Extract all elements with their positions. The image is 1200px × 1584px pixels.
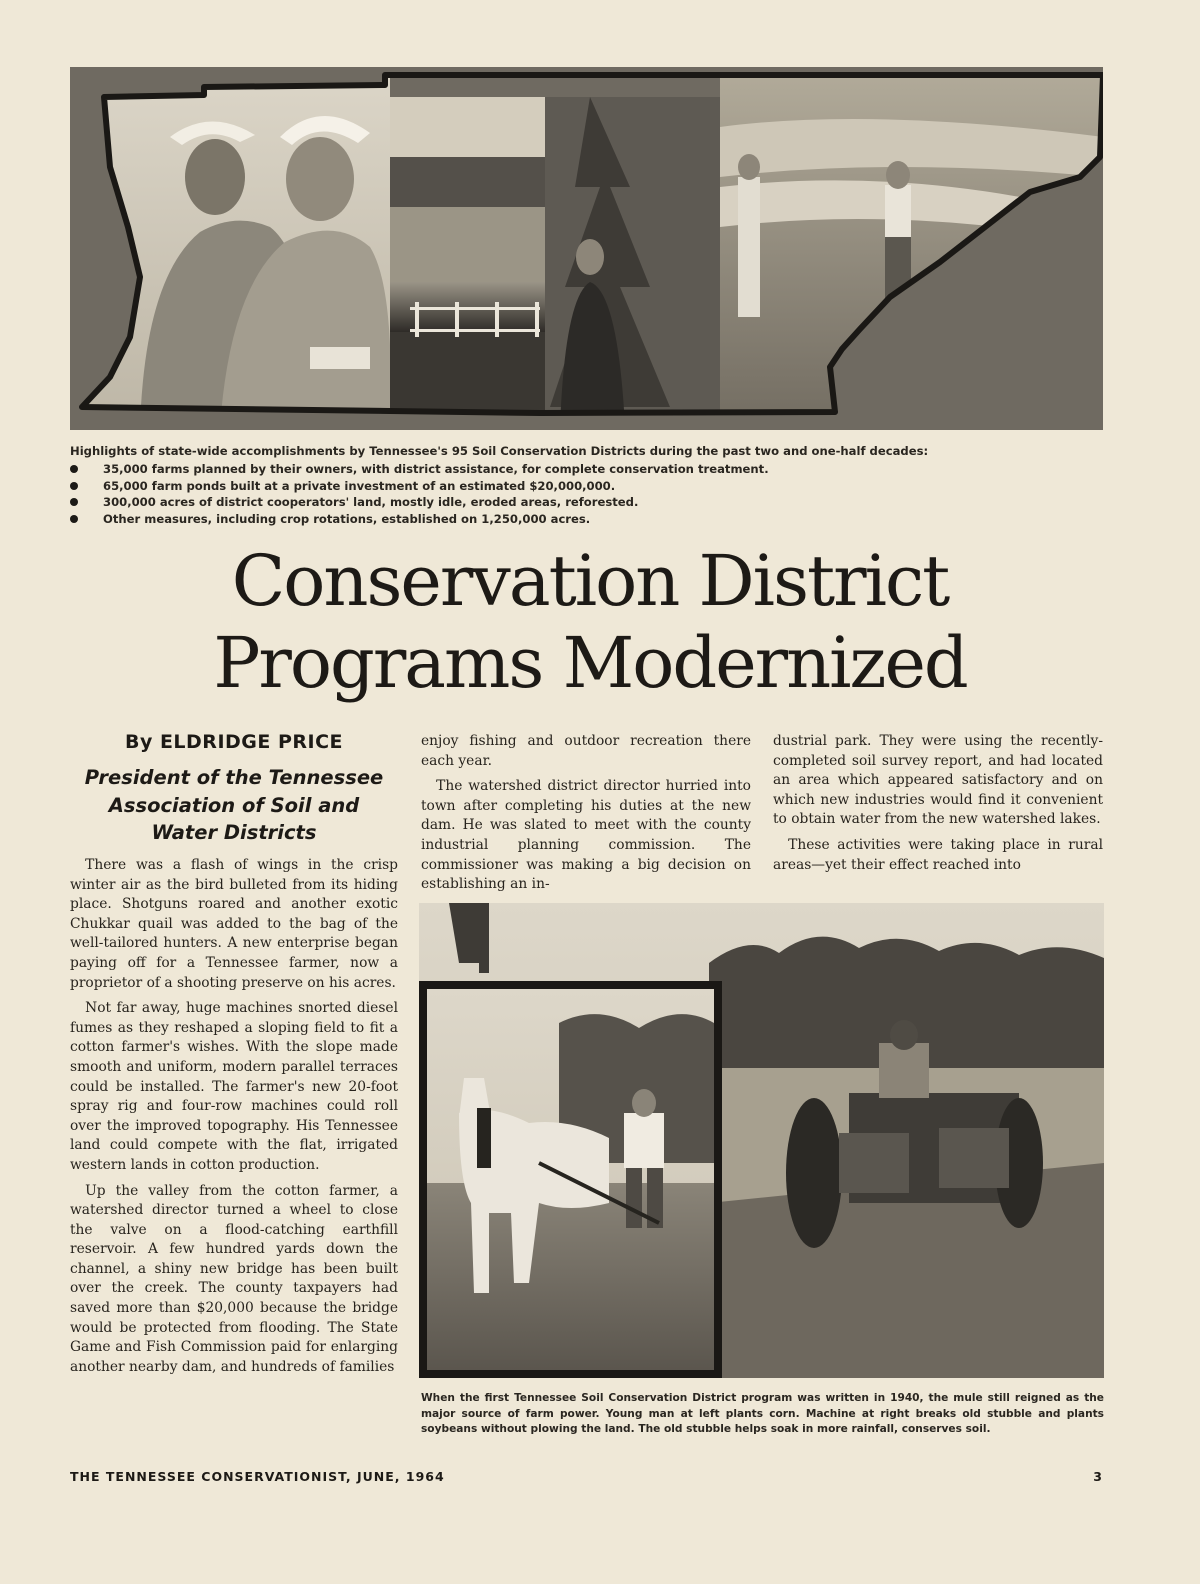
paragraph: Up the valley from the cotton farmer, a watershed director turned a wheel to close the valve on a flood-catching earthfill reservoir. A few hundred yards down the channel, a shiny new bridge has been built over the creek. The county taxpayers had saved more than $20,000 because the bridge would be protected from flooding. The State Game and Fish Commission paid for enlarging another nearby dam, and hundreds of families <box>70 1182 398 1375</box>
headline-line-1: Conservation District <box>231 540 949 622</box>
bullet-icon <box>70 515 78 523</box>
highlight-item: 65,000 farm ponds built at a private investment of an estimated $20,000,000. <box>70 478 1110 494</box>
byline: By ELDRIDGE PRICE <box>124 731 344 753</box>
highlights-title: Highlights of state-wide accomplishments by Tennessee's 95 Soil Conservation Districts during the past two and one-half decades: <box>70 444 929 458</box>
paragraph: These activities were taking place in rural areas—yet their effect reached into <box>773 836 1103 873</box>
bullet-icon <box>70 482 78 490</box>
paragraph: enjoy fishing and outdoor recreation there each year. <box>421 733 751 769</box>
highlights-caption <box>70 443 1110 527</box>
highlight-item: Other measures, including crop rotations, established on 1,250,000 acres. <box>70 511 1110 527</box>
paragraph: The watershed district director hurried into town after completing his duties at the new dam. He was slated to meet with the county industrial planning commission. The commissioner was making a big decision on establishing an in- <box>421 778 751 893</box>
body-column-2 <box>421 732 751 901</box>
highlight-item: 300,000 acres of district cooperators' land, mostly idle, eroded areas, reforested. <box>70 494 1110 510</box>
photo-caption: When the first Tennessee Soil Conservation District program was written in 1940, the mule still reigned as the major source of farm power. Young man at left plants corn. Machine at right breaks old stubble and plants soybeans without plowing the land. The old stubble helps soak in more rainfall, conserves soil. <box>421 1392 1104 1436</box>
highlights-list <box>70 461 1110 527</box>
author-title: President of the Tennessee Association of Soil and Water Districts <box>84 766 384 844</box>
body-column-1 <box>70 856 398 1383</box>
page-number: 3 <box>1093 1469 1102 1484</box>
mule-and-tractor-photo <box>419 903 1104 1378</box>
tennessee-map-photo-montage <box>70 67 1103 430</box>
paragraph: Not far away, huge machines snorted diesel fumes as they reshaped a sloping field to fit a cotton farmer's wishes. With the slope made smooth and uniform, modern parallel terraces could be installed. The farmer's new 20-foot spray rig and four-row machines could roll over the improved topography. His Tennessee land could compete with the flat, irrigated western lands in cotton production. <box>70 1000 398 1173</box>
highlight-item: 35,000 farms planned by their owners, with district assistance, for complete conservation treatment. <box>70 461 1110 477</box>
paragraph: There was a flash of wings in the crisp winter air as the bird bulleted from its hiding place. Shotguns roared and another exotic Chukkar quail was added to the bag of the well-tailored hunters. A new enterprise began paying off for a Tennessee farmer, now a proprietor of a shooting preserve on his acres. <box>70 857 398 991</box>
body-column-3 <box>773 732 1103 881</box>
publication-footer: THE TENNESSEE CONSERVATIONIST, JUNE, 1964 <box>70 1469 445 1484</box>
article-headline <box>70 540 1110 704</box>
paragraph: dustrial park. They were using the recently-completed soil survey report, and had located an area which appeared satisfactory and on which new industries would find it convenient to obtain water from the new watershed lakes. <box>773 733 1103 828</box>
bullet-icon <box>70 465 78 473</box>
bullet-icon <box>70 498 78 506</box>
headline-line-2: Programs Modernized <box>213 622 967 704</box>
